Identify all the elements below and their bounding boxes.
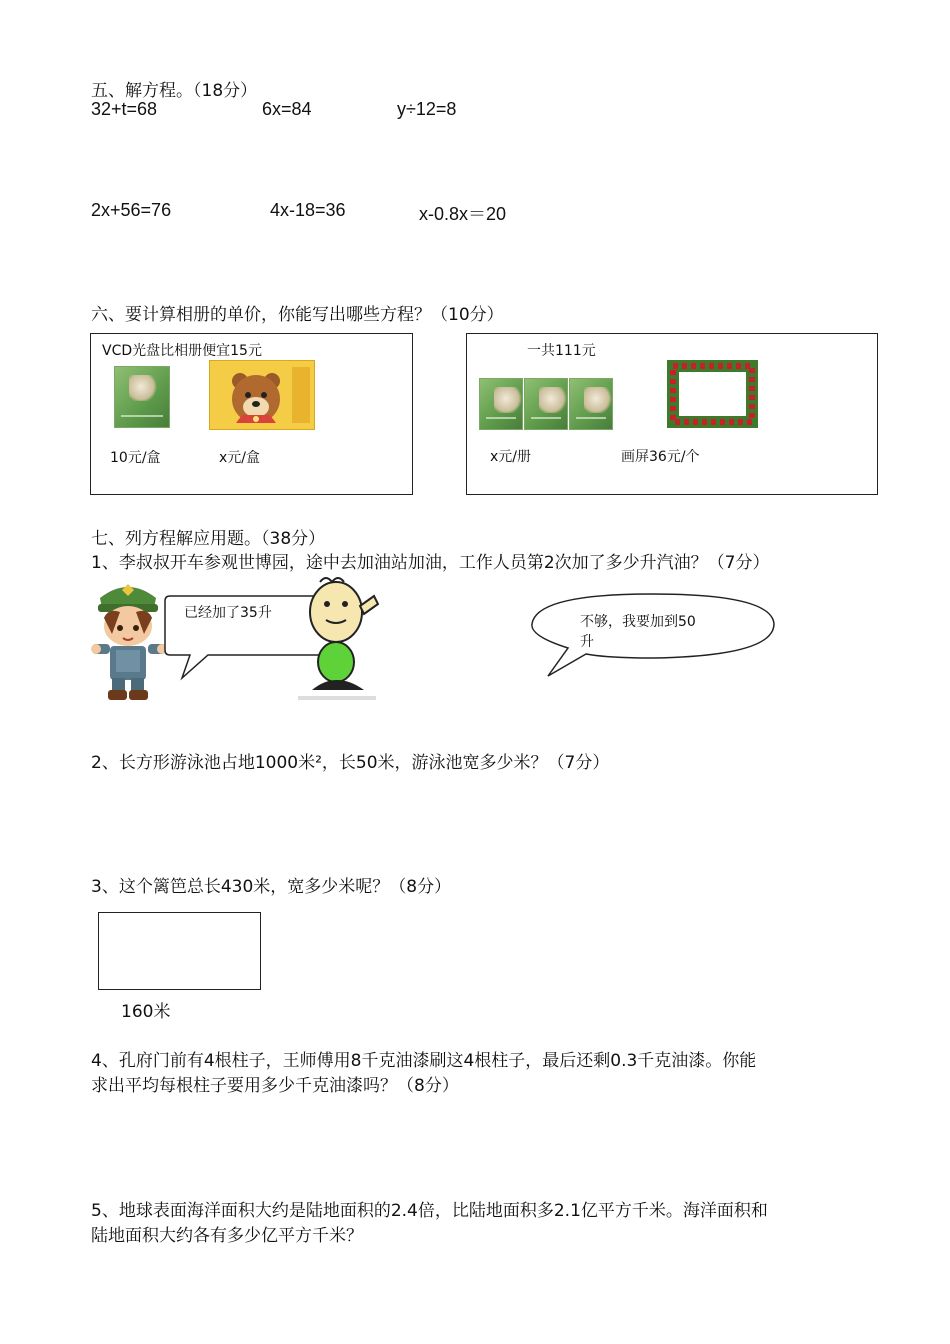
flower-frame-image <box>665 358 760 430</box>
album-price-label: x元/盒 <box>219 450 261 466</box>
speech-bubble-right <box>528 590 778 678</box>
question-5-line1: 5、地球表面海洋面积大约是陆地面积的2.4倍，比陆地面积多2.1亿平方千米。海洋面积和 <box>91 1201 768 1221</box>
equation-1: 32+t=68 <box>91 99 158 119</box>
section7-heading: 七、列方程解应用题。（38分） <box>91 529 326 549</box>
question-5-line2: 陆地面积大约各有多少亿平方千米？ <box>91 1226 363 1246</box>
equation-2: 6x=84 <box>262 99 312 119</box>
section6-heading: 六、要计算相册的单价，你能写出哪些方程？（10分） <box>91 305 504 325</box>
left-price-box <box>90 333 413 495</box>
album-image-3 <box>569 378 613 430</box>
question-1-text: 1、李叔叔开车参观世博园，途中去加油站加油，工作人员第2次加了多少升汽油？（7分） <box>91 553 770 573</box>
vcd-disc-image <box>114 366 170 428</box>
gas-station-worker-illustration <box>90 578 168 703</box>
album-image-2 <box>524 378 568 430</box>
fence-length-label: 160米 <box>121 1002 171 1022</box>
left-box-caption: VCD光盘比相册便宜15元 <box>102 343 262 359</box>
frame-price-label: 画屏36元/个 <box>621 449 700 465</box>
section5-heading: 五、解方程。（18分） <box>91 81 258 101</box>
question-4-line1: 4、孔府门前有4根柱子，王师傅用8千克油漆刷这4根柱子，最后还剩0.3千克油漆。你能 <box>91 1051 757 1071</box>
right-box-caption: 一共111元 <box>527 343 596 359</box>
fence-rectangle <box>98 912 261 990</box>
question-3-text: 3、这个篱笆总长430米，宽多少米呢？（8分） <box>91 877 452 897</box>
question-4-line2: 求出平均每根柱子要用多少千克油漆吗？（8分） <box>91 1076 459 1096</box>
disc-price-label: 10元/盒 <box>110 450 161 466</box>
right-price-box <box>466 333 878 495</box>
bubble-right-text-line2: 升 <box>580 634 594 650</box>
equation-6: x-0.8x＝20 <box>419 204 507 224</box>
equation-5: 4x-18=36 <box>270 200 346 220</box>
question-2-text: 2、长方形游泳池占地1000米²，长50米，游泳池宽多少米？（7分） <box>91 753 610 773</box>
cartoon-character-illustration <box>290 574 382 704</box>
equation-3: y÷12=8 <box>397 99 457 119</box>
equation-4: 2x+56=76 <box>91 200 172 220</box>
photo-album-image <box>209 360 315 430</box>
bubble-left-text: 已经加了35升 <box>184 605 272 621</box>
albums-price-label: x元/册 <box>490 449 532 465</box>
album-image-1 <box>479 378 523 430</box>
bubble-right-text-line1: 不够，我要加到50 <box>580 614 696 630</box>
